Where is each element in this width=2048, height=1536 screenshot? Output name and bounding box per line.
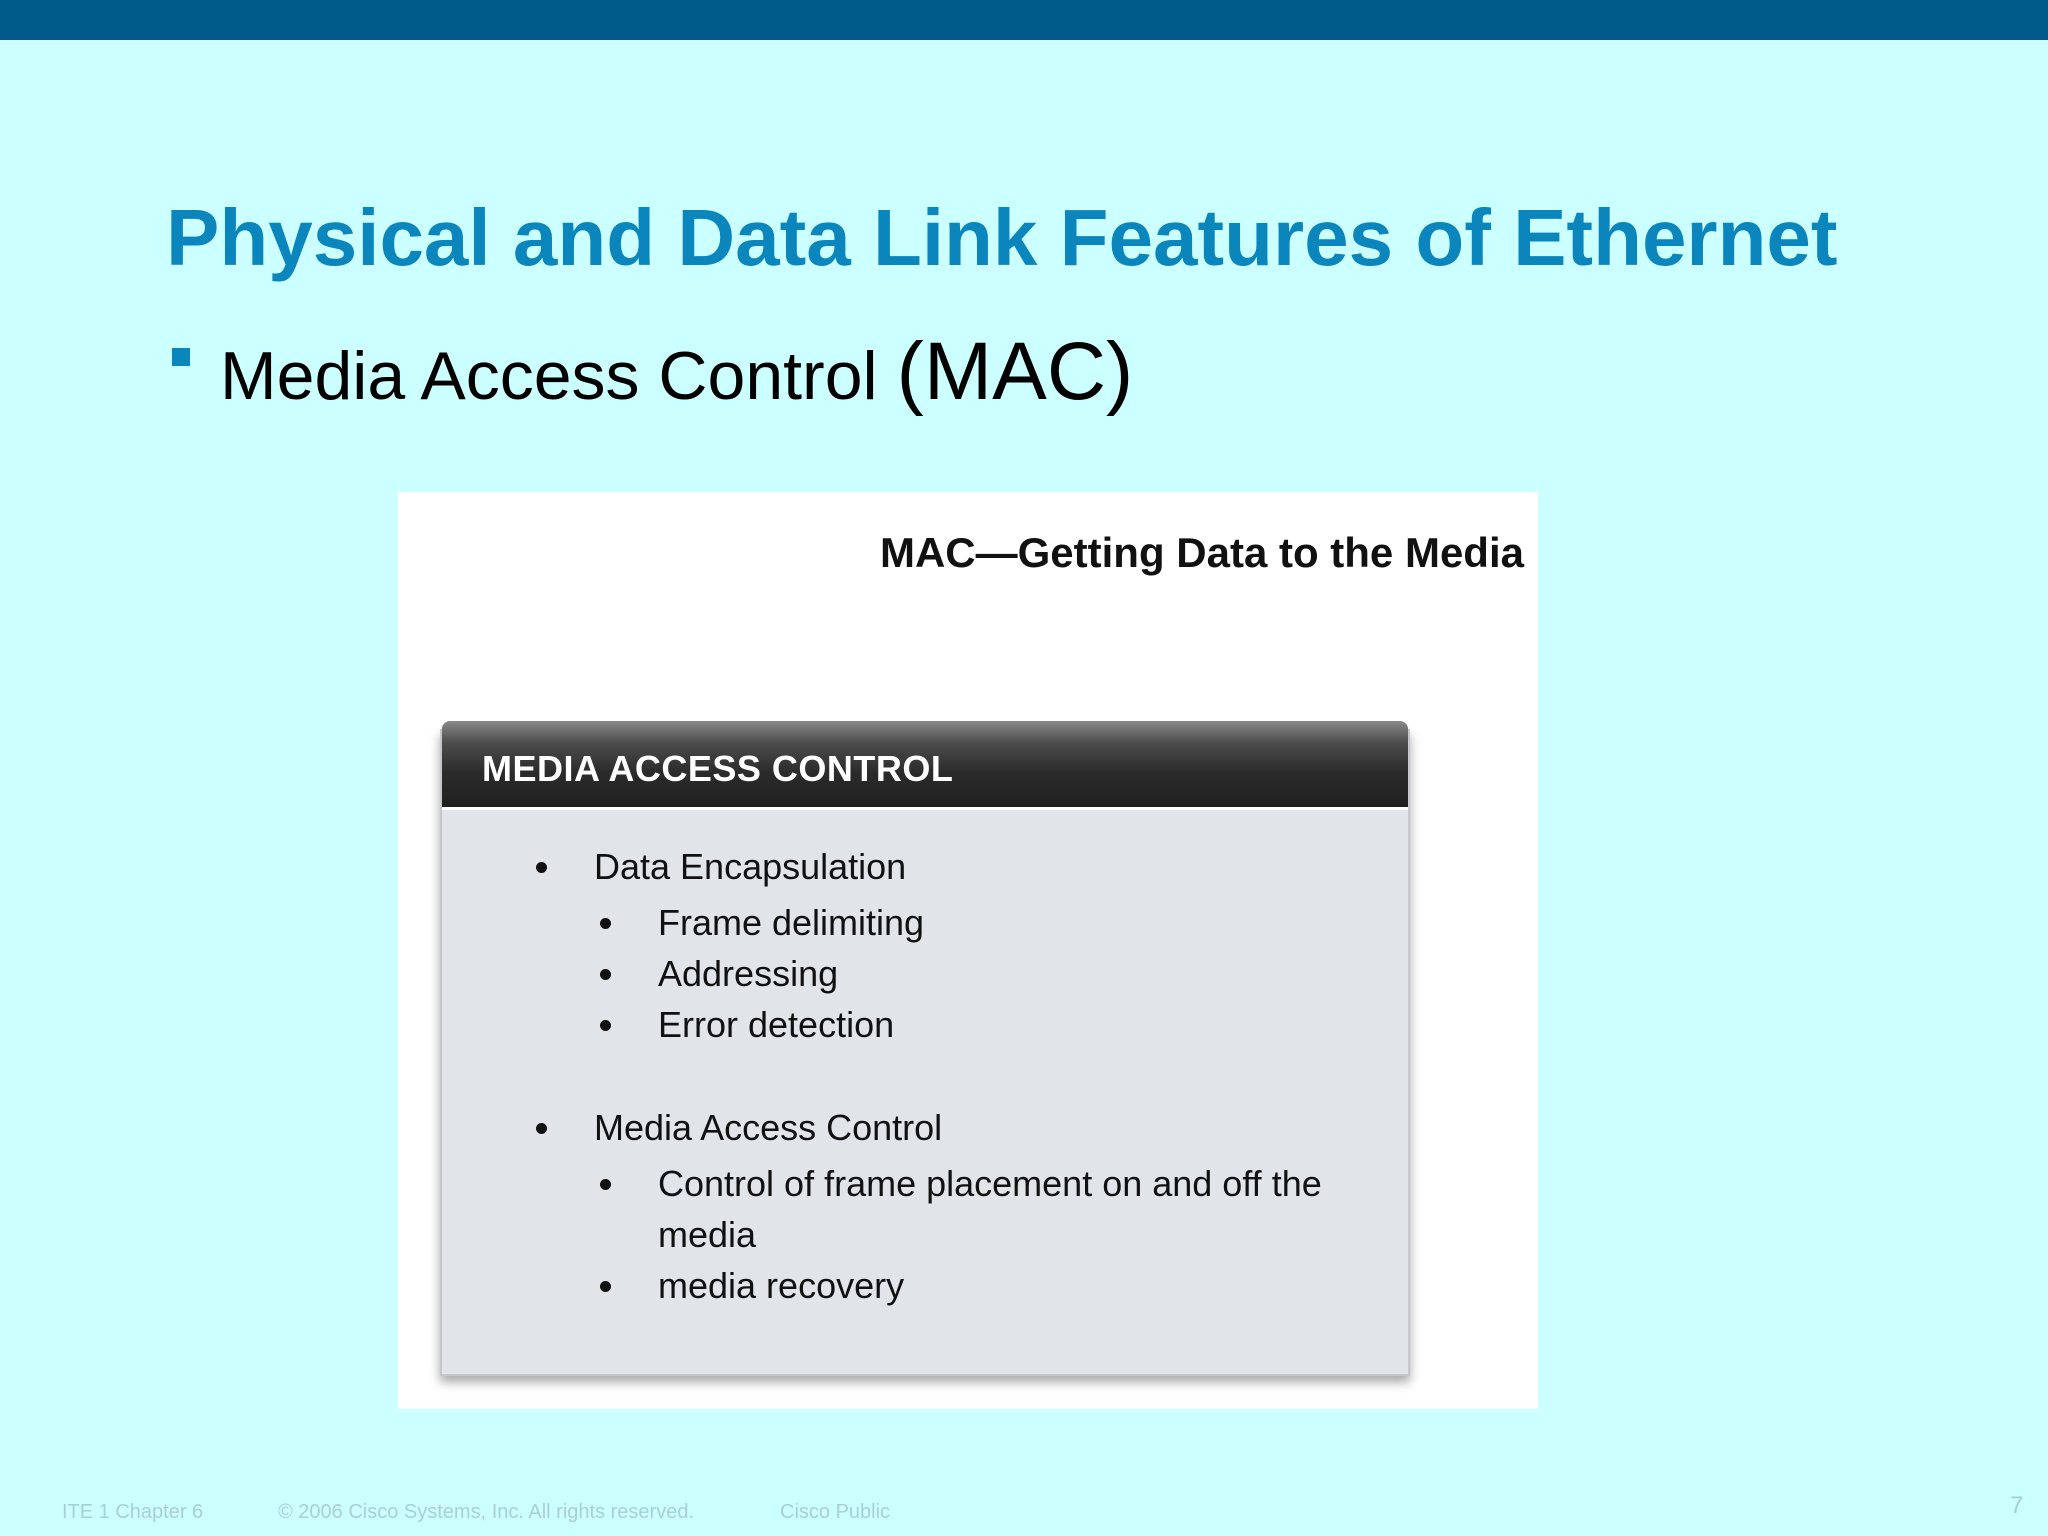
group-label: Media Access Control (594, 1107, 943, 1148)
bullet-dot-icon (536, 1123, 547, 1134)
slide-title: Physical and Data Link Features of Ethernet (166, 193, 1838, 282)
figure-caption: MAC—Getting Data to the Media (879, 529, 1524, 576)
bullet-dot-icon (600, 918, 611, 929)
square-bullet-icon (172, 348, 190, 366)
top-bar (0, 0, 2048, 40)
panel-title: MEDIA ACCESS CONTROL (482, 748, 954, 789)
bullet-dot-icon (600, 1179, 611, 1190)
group-label: Data Encapsulation (594, 846, 907, 887)
list-item: Error detection (658, 1004, 895, 1045)
bullet-abbreviation: (MAC) (896, 326, 1134, 417)
list-item: Control of frame placement on and off the (658, 1163, 1322, 1204)
footer-copyright: © 2006 Cisco Systems, Inc. All rights reserved. (278, 1501, 695, 1523)
footer-classification: Cisco Public (780, 1501, 891, 1523)
list-item: Addressing (658, 953, 839, 994)
bullet-dot-icon (600, 969, 611, 980)
mac-panel (440, 729, 1410, 1376)
figure (398, 492, 1538, 1409)
bullet-text (220, 322, 1133, 426)
bullet-dot-icon (600, 1020, 611, 1031)
bullet-dot-icon (536, 862, 547, 873)
footer-course: ITE 1 Chapter 6 (62, 1501, 204, 1523)
page-number: 7 (2010, 1492, 2024, 1519)
bullet-dot-icon (600, 1281, 611, 1292)
list-item-continuation: media (658, 1214, 757, 1255)
list-item: media recovery (658, 1265, 905, 1306)
panel-header (442, 721, 1408, 810)
list-item: Frame delimiting (658, 902, 925, 943)
bullet-label: Media Access Control (220, 338, 897, 414)
